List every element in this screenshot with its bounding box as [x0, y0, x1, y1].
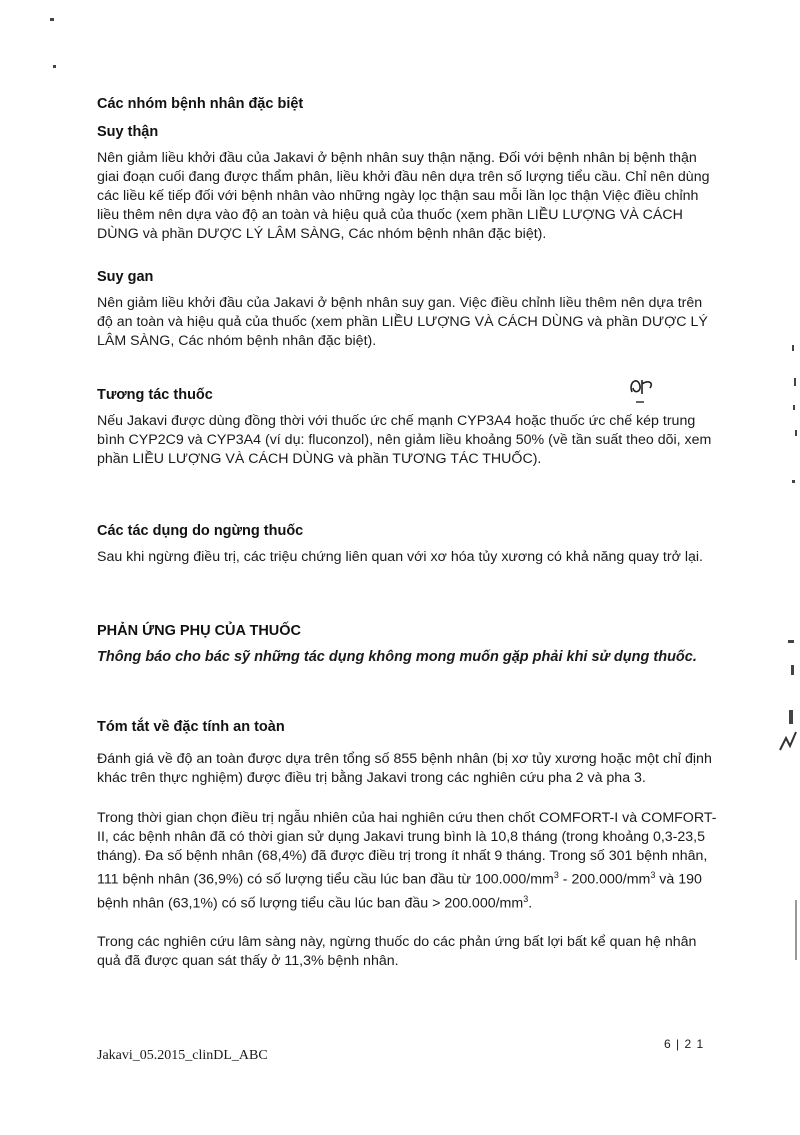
handwritten-initials: [624, 372, 668, 408]
page-number: 6 | 2 1: [664, 1037, 705, 1051]
adverse-notice: Thông báo cho bác sỹ những tác dụng không mong muốn gặp phải khi sử dụng thuốc.: [97, 649, 697, 665]
safety-paragraph-1: Đánh giá về độ an toàn được dựa trên tổng số 855 bệnh nhân (bị xơ tủy xương hoặc một chỉ định khác trên thực nghiệm) được điều trị bằng Jakavi trong các nghiên cứu pha 2 và pha 3.: [97, 751, 712, 786]
section-title-hepatic: Suy gan: [97, 269, 154, 285]
safety-p2-part-a: Trong thời gian chọn điều trị ngẫu nhiên của hai nghiên cứu then chốt COMFORT-I và COMFORT-II, các bệnh nhân đã có thời gian sử dụng Jakavi trung bình là 10,8 tháng (trong khoảng 0,3-23,5 tháng). Đa số bệnh nhân (68,4%) đã được điều trị trong ít nhất 9 tháng. Trong số 301 bệnh nhân, 111 bệnh nhân (36,9%) có số lượng tiểu cầu lúc ban đầu từ 100.000/mm: [97, 810, 717, 888]
scan-speck: [50, 18, 54, 21]
section-title-adverse: PHẢN ỨNG PHỤ CỦA THUỐC: [97, 623, 302, 639]
scan-speck: [795, 900, 797, 960]
renal-section: [97, 124, 717, 244]
scan-speck: [795, 430, 797, 436]
withdrawal-paragraph: Sau khi ngừng điều trị, các triệu chứng liên quan với xơ hóa tủy xương có khả năng quay trở lại.: [97, 549, 703, 565]
superscript: 3: [523, 893, 529, 904]
renal-paragraph: Nên giảm liều khởi đầu của Jakavi ở bệnh nhân suy thận nặng. Đối với bệnh nhân bị bệnh thận giai đoạn cuối đang được thẩm phân, liều khởi đầu nên dựa trên số lượng tiểu cầu. Chỉ nên dùng các liều kế tiếp đối với bệnh nhân vào những ngày lọc thận sau mỗi lần lọc thận Việc điều chỉnh liều thêm nên dựa vào độ an toàn và hiệu quả của thuốc (xem phần LIỀU LƯỢNG VÀ CÁCH DÙNG và phần DƯỢC LÝ LÂM SÀNG, Các nhóm bệnh nhân đặc biệt).: [97, 150, 710, 242]
section-title-withdrawal: Các tác dụng do ngừng thuốc: [97, 523, 304, 539]
scan-speck: [792, 480, 795, 483]
section-title-safety: Tóm tắt về đặc tính an toàn: [97, 719, 285, 735]
safety-paragraph-3: Trong các nghiên cứu lâm sàng này, ngừng thuốc do các phản ứng bất lợi bất kể quan hệ nhân quả đã được quan sát thấy ở 11,3% bệnh nhân.: [97, 934, 697, 970]
scan-speck: [793, 405, 795, 410]
hepatic-section: [97, 269, 717, 351]
special-groups-section: [97, 96, 717, 112]
safety-p2-part-c: và 190 bệnh nhân (63,1%) có số lượng tiểu cầu lúc ban đầu > 200.000/mm: [97, 871, 702, 912]
scan-speck: [788, 640, 794, 643]
safety-p2-part-b: - 200.000/mm: [558, 871, 651, 888]
scan-speck: [53, 65, 56, 68]
scan-speck: [789, 710, 793, 724]
edge-scan-mark: [778, 728, 800, 754]
safety-p2-part-d: .: [528, 895, 533, 912]
section-title-renal: Suy thận: [97, 124, 159, 140]
scan-speck: [792, 345, 794, 351]
superscript: 3: [553, 870, 559, 880]
scan-speck: [794, 378, 796, 386]
section-title-interactions: Tương tác thuốc: [97, 387, 213, 403]
superscript: 3: [650, 870, 656, 880]
scan-speck: [791, 665, 794, 675]
safety-section: [97, 719, 717, 971]
section-title-special-groups: Các nhóm bệnh nhân đặc biệt: [97, 96, 304, 112]
safety-paragraph-2: [97, 809, 717, 913]
hepatic-paragraph: Nên giảm liều khởi đầu của Jakavi ở bệnh nhân suy gan. Việc điều chỉnh liều thêm nên dựa trên độ an toàn và hiệu quả của thuốc (xem phần LIỀU LƯỢNG VÀ CÁCH DÙNG và phần DƯỢC LÝ LÂM SÀNG, Các nhóm bệnh nhân đặc biệt).: [97, 295, 708, 349]
interactions-paragraph: Nếu Jakavi được dùng đồng thời với thuốc ức chế mạnh CYP3A4 hoặc thuốc ức chế kép trung bình CYP2C9 và CYP3A4 (ví dụ: fluconzol), nên giảm liều khoảng 50% (về tần suất theo dõi, xem phần LIỀU LƯỢNG VÀ CÁCH DÙNG và phần TƯƠNG TÁC THUỐC).: [97, 413, 712, 467]
document-id: Jakavi_05.2015_clinDL_ABC: [97, 1048, 268, 1063]
withdrawal-section: [97, 523, 717, 567]
adverse-section: [97, 623, 717, 667]
